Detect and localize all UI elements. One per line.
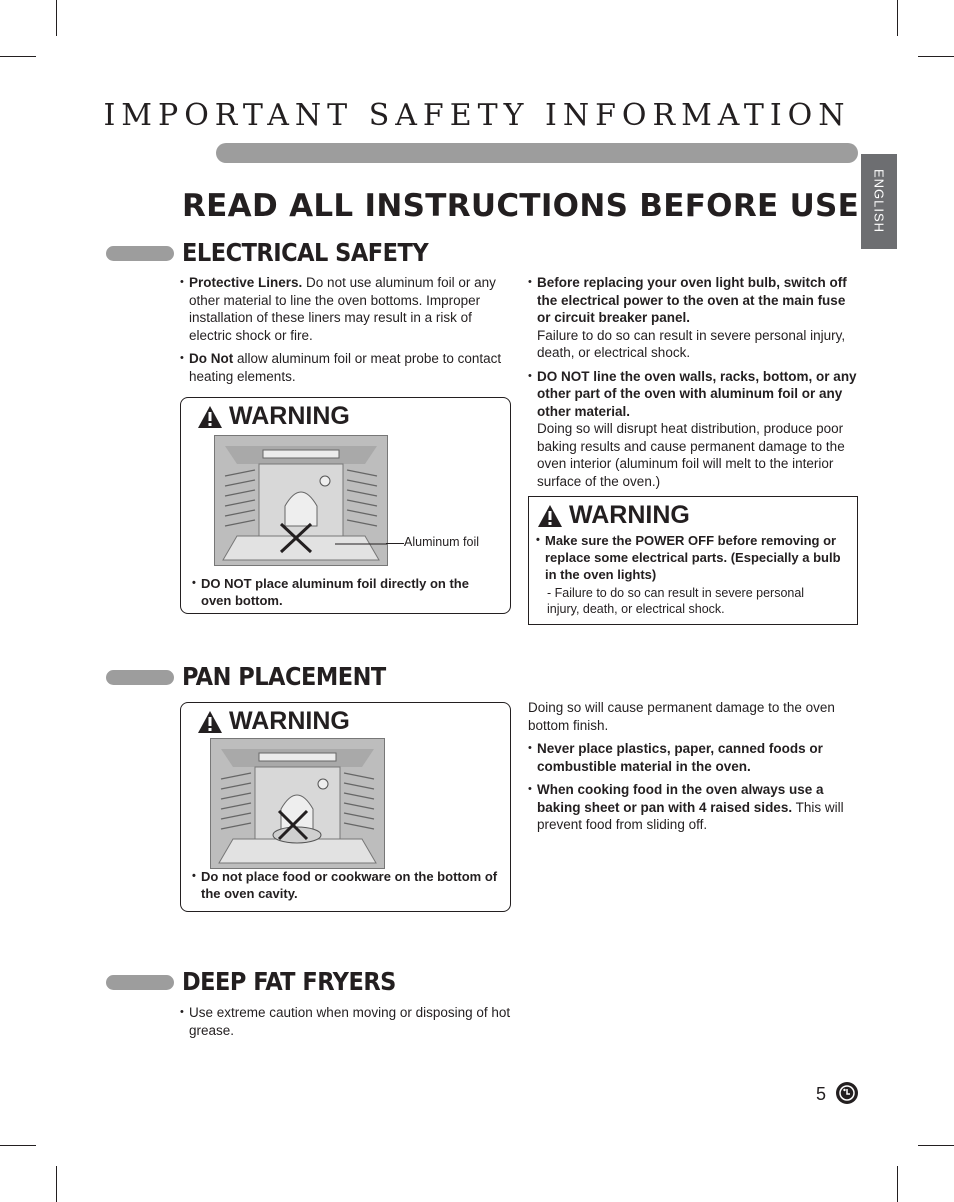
list-item: • DO NOT line the oven walls, racks, bottom, or any other part of the oven with aluminum foil or any other material. Doing so will disrupt heat distribution, produce poor baking results and cause permanent damage to the oven interior (aluminum foil will melt to the interior surface of the oven.) — [528, 368, 858, 491]
warning-icon — [197, 405, 223, 429]
deep-fat-fryers-heading: DEEP FAT FRYERS — [182, 967, 396, 996]
language-tab — [861, 154, 897, 249]
warning-header — [197, 402, 350, 431]
list-item: • Do Not allow aluminum foil or meat probe to contact heating elements. — [180, 350, 510, 385]
warning-icon — [197, 710, 223, 734]
crop-mark — [918, 1145, 954, 1146]
list-item: • Make sure the POWER OFF before removing or replace some electrical parts. (Especially a bulb in the oven lights) — [536, 532, 852, 583]
page-number: 5 — [816, 1084, 827, 1104]
crop-mark — [56, 1166, 57, 1202]
list-item: • Before replacing your oven light bulb, switch off the electrical power to the oven at the main fuse or circuit breaker panel. Failure to do so can result in severe personal injury, death, or electrical shock. — [528, 274, 858, 362]
lg-logo — [836, 1082, 858, 1104]
crop-mark — [0, 1145, 36, 1146]
crop-mark — [0, 56, 36, 57]
warning-box-power — [528, 496, 858, 625]
title-bar — [216, 143, 858, 163]
crop-mark — [918, 56, 954, 57]
warning-caption — [192, 575, 502, 615]
oven-pan-image — [210, 738, 385, 869]
electrical-safety-heading: ELECTRICAL SAFETY — [182, 238, 429, 267]
foil-pointer-line — [386, 543, 404, 544]
crop-mark — [56, 0, 57, 36]
list-item: • Protective Liners. Do not use aluminum foil or any other material to line the oven bottoms. Improper installation of these liners may result in a risk of electric shock or fire. — [180, 274, 510, 344]
warning-box-pan — [180, 702, 511, 912]
warning-header — [537, 501, 690, 530]
electrical-left-column — [180, 274, 510, 391]
crop-mark — [897, 1166, 898, 1202]
list-item: • When cooking food in the oven always use a baking sheet or pan with 4 raised sides. This will prevent food from sliding off. — [528, 781, 858, 834]
warning-header — [197, 707, 350, 736]
main-heading: READ ALL INSTRUCTIONS BEFORE USE — [182, 188, 860, 224]
language-tab-label: ENGLISH — [871, 169, 887, 234]
section-pill — [106, 246, 174, 261]
warning-label: WARNING — [229, 707, 350, 735]
list-item: • Use extreme caution when moving or disposing of hot grease. — [180, 1004, 512, 1039]
warning-icon — [537, 504, 563, 528]
pan-intro-text: Doing so will cause permanent damage to the oven bottom finish. — [528, 700, 835, 733]
electrical-right-column — [528, 274, 858, 496]
list-item: • Never place plastics, paper, canned foods or combustible material in the oven. — [528, 740, 858, 775]
warning-label: WARNING — [229, 402, 350, 430]
pan-right-column — [528, 699, 858, 840]
section-pill — [106, 670, 174, 685]
pan-placement-heading: PAN PLACEMENT — [182, 662, 386, 691]
list-item: • Do not place food or cookware on the bottom of the oven cavity. — [192, 868, 502, 902]
oven-foil-image — [214, 435, 388, 566]
foil-label: Aluminum foil — [404, 535, 480, 549]
warning-power-text — [536, 532, 852, 617]
warning-label: WARNING — [569, 501, 690, 529]
crop-mark — [897, 0, 898, 36]
list-item: • DO NOT place aluminum foil directly on the oven bottom. — [192, 575, 502, 609]
warning-box-foil — [180, 397, 511, 614]
fryers-column — [180, 1004, 512, 1045]
warning-caption — [192, 868, 502, 908]
section-pill — [106, 975, 174, 990]
page-title: IMPORTANT SAFETY INFORMATION — [103, 98, 851, 133]
warning-sub-text: - Failure to do so can result in severe personal injury, death, or electrical shock. — [547, 586, 805, 616]
